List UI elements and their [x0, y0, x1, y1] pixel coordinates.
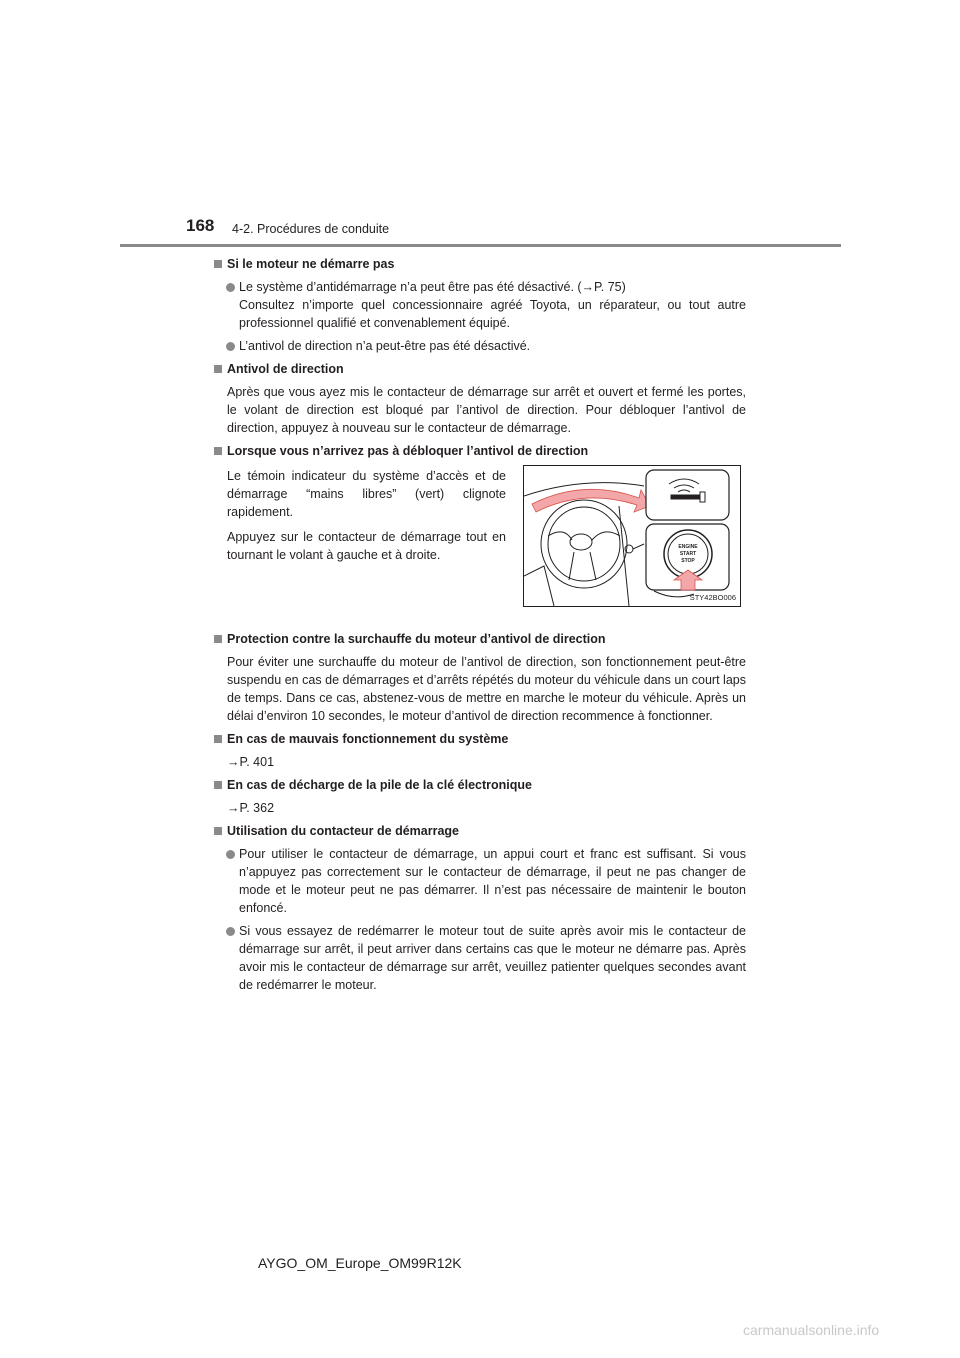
circle-bullet-icon	[226, 850, 235, 859]
heading-steering-lock: Antivol de direction	[214, 360, 746, 378]
heading-malfunction: En cas de mauvais fonctionnement du système	[214, 730, 746, 748]
bullet-steering-lock: L’antivol de direction n’a peut-être pas été désactivé.	[214, 337, 746, 355]
square-bullet-icon	[214, 781, 222, 789]
header-rule	[120, 244, 841, 247]
footer-doc-id: AYGO_OM_Europe_OM99R12K	[258, 1255, 462, 1271]
square-bullet-icon	[214, 260, 222, 268]
bullet-restart: Si vous essayez de redémarrer le moteur tout de suite après avoir mis le contacteur de démarrage sur arrêt, il peut arriver dans certains cas que le moteur ne démarre pas. Après avoir mis le contacteur de démarrage sur arrêt, veuillez patienter quelques secondes avant de redémarrer le moteur.	[214, 922, 746, 994]
reference-key-battery: →P. 362	[227, 801, 275, 815]
circle-bullet-icon	[226, 342, 235, 351]
content	[214, 255, 746, 999]
page-number: 168	[186, 216, 215, 235]
square-bullet-icon	[214, 447, 222, 455]
section-title: 4-2. Procédures de conduite	[232, 222, 390, 236]
square-bullet-icon	[214, 827, 222, 835]
watermark: carmanualsonline.info	[743, 1322, 880, 1338]
circle-bullet-icon	[226, 283, 235, 292]
instruction-paragraph: Appuyez sur le contacteur de démarrage tout en tournant le volant à gauche et à droite.	[227, 530, 506, 562]
square-bullet-icon	[214, 735, 222, 743]
figure-row	[214, 465, 746, 620]
heading-engine-no-start: Si le moteur ne démarre pas	[214, 255, 746, 273]
square-bullet-icon	[214, 365, 222, 373]
heading-using-switch: Utilisation du contacteur de démarrage	[214, 822, 746, 840]
bullet-short-press: Pour utiliser le contacteur de démarrage, un appui court et franc est suffisant. Si vous n’appuyez pas correctement sur le contacteur de démarrage, il peut ne pas changer de mode et le moteur peut ne pas démarrer. Il n’est pas nécessaire de maintenir le bouton enfoncé.	[214, 845, 746, 917]
button-text-stop: STOP	[681, 558, 695, 564]
button-text-start: START	[679, 551, 697, 557]
square-bullet-icon	[214, 635, 222, 643]
circle-bullet-icon	[226, 927, 235, 936]
reference-malfunction: →P. 401	[227, 755, 275, 769]
paragraph-steering-lock: Après que vous ayez mis le contacteur de démarrage sur arrêt et ouvert et fermé les portes, le volant de direction est bloqué par l’antivol de direction. Pour débloquer l’antivol de direction, appuyez à nouveau sur le contacteur de démarrage.	[227, 385, 746, 435]
heading-overheat-protection: Protection contre la surchauffe du moteur d’antivol de direction	[214, 630, 746, 648]
figure-text	[227, 467, 506, 564]
button-text-engine: ENGINE	[678, 544, 698, 550]
steering-wheel-drawing	[524, 466, 740, 606]
bullet-immobilizer: Le système d’antidémarrage n’a peut être pas été désactivé. (→P. 75) Consultez n’importe quel concessionnaire agréé Toyota, un réparateur, ou tout autre professionnel qualifié et convenablement équipé.	[214, 278, 746, 332]
steering-wheel-illustration	[523, 465, 741, 607]
paragraph-overheat: Pour éviter une surchauffe du moteur de l’antivol de direction, son fonctionnement peut-être suspendu en cas de démarrages et d’arrêts répétés du moteur du véhicule dans un court laps de temps. Dans ce cas, abstenez-vous de mettre en marche le moteur du véhicule. Après un délai d’environ 10 secondes, le moteur d’antivol de direction recommence à fonctionner.	[227, 655, 746, 723]
heading-key-battery: En cas de décharge de la pile de la clé électronique	[214, 776, 746, 794]
heading-unlock-failure: Lorsque vous n’arrivez pas à débloquer l’antivol de direction	[214, 442, 746, 460]
indicator-paragraph: Le témoin indicateur du système d’accès et de démarrage “mains libres” (vert) clignote rapidement.	[227, 469, 506, 519]
figure-code: STY42BO006	[689, 593, 736, 602]
